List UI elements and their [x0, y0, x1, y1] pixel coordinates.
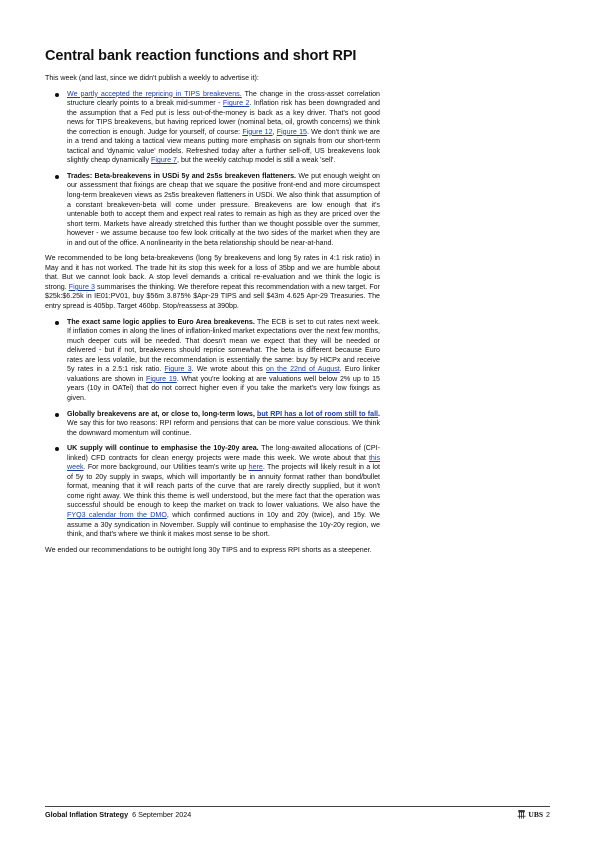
ubs-logo: [517, 810, 543, 819]
bullet-text: We say this for two reasons: RPI reform and pensions that can be more value conscious. We think the downward momentum will continue.: [67, 419, 380, 437]
bullet-heading: Globally breakevens are at, or close to, long-term lows,: [67, 409, 258, 418]
bullet-euro-area: [67, 318, 380, 404]
figure-12-link[interactable]: Figure 12: [242, 127, 273, 136]
bullet-text: . Inflation risk has been downgraded and the assumption that a Fed put is less out-of-the-money is back as a key driver. That's not good news for TIPS breakevens, but having repriced lower (nominal beta, oil, growth concerns) we think the correction is enough. Judge for yourself, of course:: [67, 99, 381, 136]
tips-repricing-link[interactable]: We partly accepted the repricing in TIPS breakevens.: [67, 89, 242, 98]
bullet-trades: [67, 172, 380, 248]
dmo-calendar-link[interactable]: FYQ3 calendar from the DMO: [67, 510, 167, 519]
footer-publication-info: [45, 810, 191, 819]
bullet-global-breakevens: [67, 410, 380, 439]
bullet-text: . The projects will likely result in a lot of 5y to 20y supply in swaps, which will importantly be in annuity format rather than bond/bullet format, meaning that it will reach parts of the curve that are rarely directly supplied, but it won't come right away. We think this theme is well understood, but the mere fact that the operation was successful should be enough to keep the market on track to lower valuations. We also have the: [67, 463, 380, 510]
closing-paragraph: We ended our recommendations to be outright long 30y TIPS and to express RPI shorts as a steepener.: [45, 545, 372, 554]
august-22-link[interactable]: on the 22nd of August: [266, 365, 340, 374]
bullet-list-1: [45, 90, 380, 249]
recommendation-paragraph: [45, 254, 380, 311]
figure-15-link[interactable]: Figure 15: [276, 127, 307, 136]
bullet-heading: Trades: Beta-breakevens in USDi 5y and 2s5s breakeven flatteners.: [67, 171, 297, 180]
utilities-here-link[interactable]: here: [248, 463, 263, 472]
bullet-heading: UK supply will continue to emphasise the 10y-20y area.: [67, 444, 259, 453]
this-week-link[interactable]: this week: [67, 453, 380, 472]
figure-3-link[interactable]: Figure 3: [68, 282, 95, 291]
publication-date: 6 September 2024: [132, 810, 192, 819]
page-footer: [45, 806, 550, 822]
separator: ,: [272, 127, 277, 136]
bullet-text: . What you're looking at are valuations well below 2% up to 15 years (10y in OATei) that do not correct higher even if you take the market's very low fixings as given.: [67, 374, 381, 402]
bullet-text: We put enough weight on our assessment that fixings are cheap that we square the positive front-end and more circumspect long-term breakeven views as 2s5s breakeven flatteners in USDi. We also think that assumption of a constant breakeven-beta will come under pressure. Breakevens are low enough that it's untenable both to accept them and expect real rates to remain as high as they are priced over the short term. Markets have already stretched this further than we thought possible over the summer, however - we assume because too few look critically at the two sides of the market when they are in and out of the office. A nonlinearity in the beta relationship should be near-at-hand.: [67, 171, 380, 247]
bullet-text: . We don't think we are in a trend and taking a tactical view means putting more emphasis on signals from our short-term tactical and 'dynamic value' models. Refreshed today after a further sell-off, US breakevens look slightly cheap dynamically: [67, 127, 381, 165]
bullet-tips-breakevens: [67, 90, 380, 166]
article-body: [45, 74, 380, 561]
rpi-room-link[interactable]: but RPI has a lot of room still to fall: [257, 409, 379, 418]
bullet-text: The long-awaited allocations of (CPI-linked) CFD contracts for clean energy projects were made this week. We wrote about that: [67, 444, 380, 462]
footer-brand: [517, 810, 550, 819]
bullet-heading: The exact same logic applies to Euro Area breakevens.: [67, 317, 255, 326]
paragraph-text: We recommended to be long beta-breakevens (long 5y breakevens and long 5y rates in 4:1 risk ratio) in May and it has not worked. The trade hit its stop this week for a loss of 35bp and we are humble about that. But we cannot look back. A stop level demands a critical re-evaluation and we think the logic is strong.: [45, 254, 380, 291]
bullet-text: The change in the cross-asset correlation structure clearly points to a break mid-summer -: [67, 89, 380, 108]
publication-name: Global Inflation Strategy: [45, 810, 129, 819]
bullet-uk-supply: [67, 444, 380, 539]
page-title: Central bank reaction functions and short RPI: [45, 48, 357, 64]
figure-2-link[interactable]: Figure 2: [222, 99, 250, 108]
ubs-keys-icon: [517, 810, 526, 819]
bullet-text: The ECB is set to cut rates next week. If inflation comes in along the lines of inflation-linked market expectations over the next few months, much deeper cuts will be needed. That doesn't mean we expect that they will be needed or delivered - but if not, breakevens should reprice somewhat. The beta is different because Euro rates are less volatile, but the recommendation is essentially the same: buy 5y HICPx and receive 5y rates in a 2.5:1 risk ratio.: [67, 317, 381, 374]
brand-name: UBS: [528, 810, 543, 819]
bullet-list-2: [45, 318, 380, 540]
bullet-text: , but the weekly catchup model is still a weak 'sell'.: [177, 156, 336, 165]
figure-19-link[interactable]: Figure 19: [146, 374, 177, 383]
intro-paragraph: This week (and last, since we didn't publish a weekly to advertise it):: [45, 74, 259, 82]
bullet-text: . Euro linker valuations are shown in: [67, 365, 380, 383]
page-number: 2: [546, 810, 550, 819]
bullet-text: , which confirmed auctions in 10y and 20y (twice), and 15y. We assume a 30y syndication in November. Supply will continue to emphasise the 10y-20y region, we think, and that's where we think it makes most sense to be short.: [67, 510, 380, 539]
figure-3-link[interactable]: Figure 3: [164, 365, 192, 374]
paragraph-text: summarises the thinking. We therefore repeat this recommendation with a new target. For $25k:$6.25k in IE01:PV01, buy $56m 3.875% $Apr-29 TIPS and sell $43m 4.625 Apr-29 Treasuries. The entry spread is 405bp. Target 460bp. Stop/reassess at 390bp.: [45, 282, 380, 311]
bullet-text: . For more background, our Utilities team's write up: [83, 463, 249, 472]
figure-7-link[interactable]: Figure 7: [150, 156, 178, 165]
punctuation: .: [378, 409, 380, 418]
bullet-text: . We wrote about this: [191, 365, 267, 374]
